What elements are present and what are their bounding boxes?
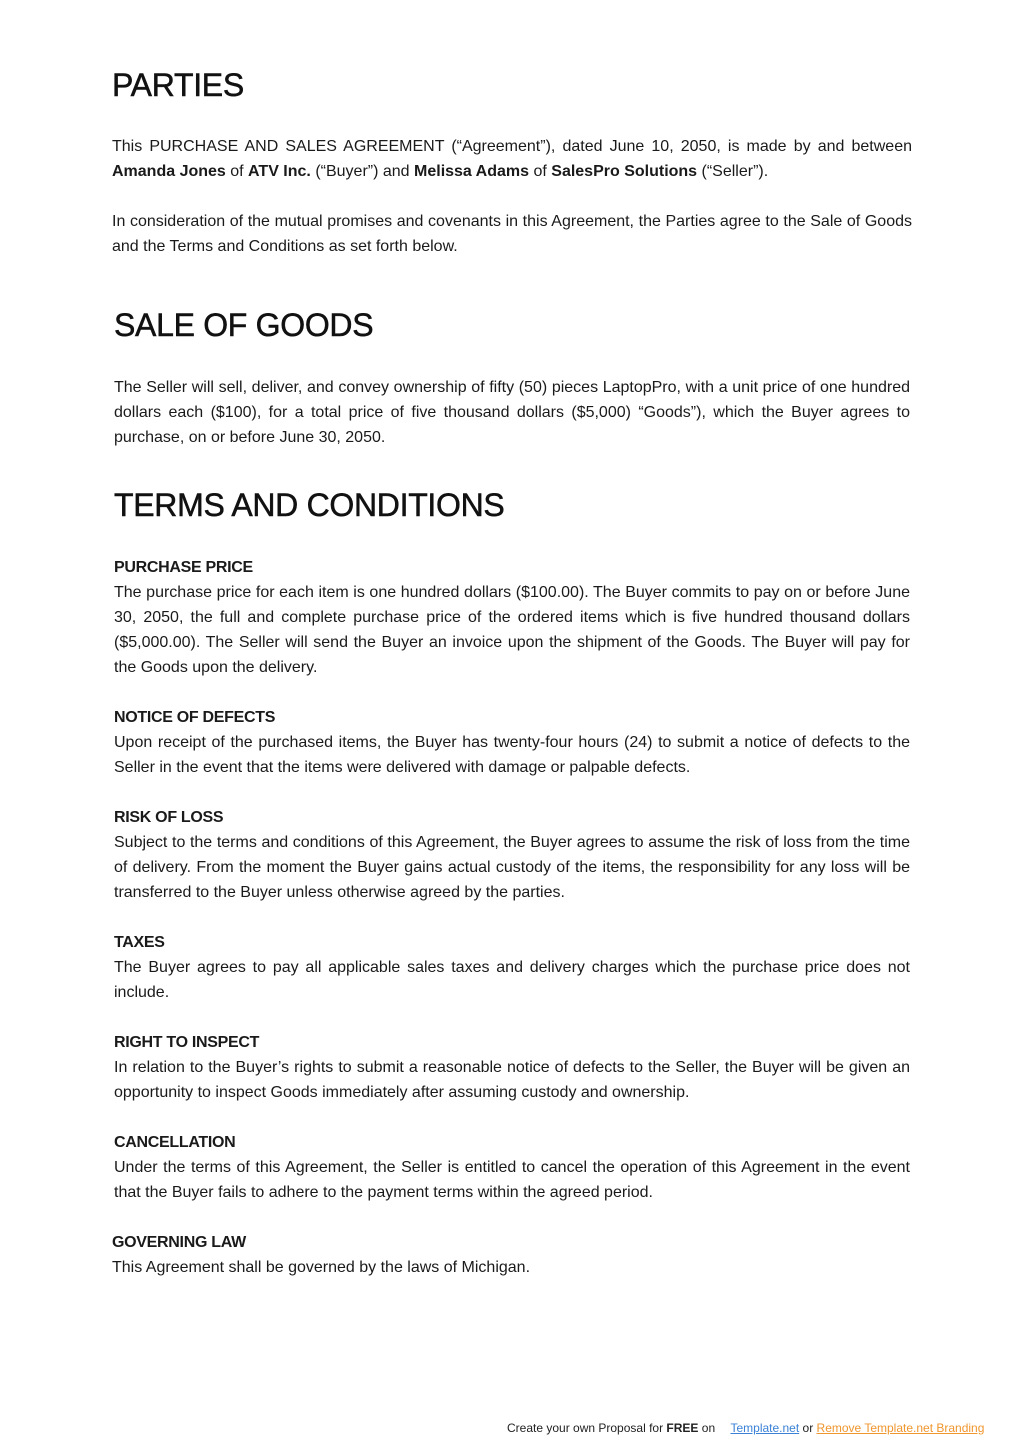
seller-name: Melissa Adams bbox=[414, 163, 530, 180]
term-title: CANCELLATION bbox=[114, 1134, 236, 1151]
term-text: The purchase price for each item is one hundred dollars ($100.00). The Buyer commits to pay on or before June 30, 2050, the full and complete purchase price of the ordered items which is five hundred thousand dollars ($5,000.00). The Seller will send the Buyer an invoice upon the shipment of the Goods. The Buyer will pay for the Goods upon the delivery. bbox=[114, 584, 910, 676]
term-text: Upon receipt of the purchased items, the Buyer has twenty-four hours (24) to submit a notice of defects to the Seller in the event that the items were delivered with damage or palpable defects. bbox=[114, 734, 910, 776]
term-text: In relation to the Buyer’s rights to submit a reasonable notice of defects to the Seller, the Buyer will be given an opportunity to inspect Goods immediately after assuming custody and ownership. bbox=[114, 1059, 910, 1101]
term-title: NOTICE OF DEFECTS bbox=[114, 709, 276, 726]
parties-heading: PARTIES bbox=[112, 67, 244, 103]
footer-text: or bbox=[799, 1421, 817, 1435]
term-cancellation bbox=[114, 1130, 910, 1205]
text: of bbox=[225, 163, 249, 180]
term-title: RIGHT TO INSPECT bbox=[114, 1034, 260, 1051]
terms-section bbox=[114, 486, 910, 1305]
term-governing-law bbox=[112, 1230, 910, 1280]
remove-branding-link[interactable]: Remove Template.net Branding bbox=[816, 1421, 985, 1435]
term-text: This Agreement shall be governed by the laws of Michigan. bbox=[112, 1259, 531, 1276]
term-title: PURCHASE PRICE bbox=[114, 559, 253, 576]
term-title: TAXES bbox=[114, 934, 165, 951]
term-text: Subject to the terms and conditions of this Agreement, the Buyer agrees to assume the risk of loss from the time of delivery. From the moment the Buyer gains actual custody of the items, the responsibility for any loss will be transferred to the Buyer unless otherwise agreed by the parties. bbox=[114, 834, 910, 901]
term-purchase-price bbox=[114, 555, 910, 680]
term-taxes bbox=[114, 930, 910, 1005]
footer-text: on bbox=[698, 1421, 716, 1435]
text: (“Buyer”) and bbox=[310, 163, 415, 180]
text: (“Seller”). bbox=[697, 163, 769, 180]
buyer-name: Amanda Jones bbox=[112, 163, 226, 180]
term-notice-of-defects bbox=[114, 705, 910, 780]
term-title: GOVERNING LAW bbox=[112, 1234, 246, 1251]
footer-branding bbox=[507, 1419, 984, 1437]
text: This PURCHASE AND SALES AGREEMENT (“Agreement”), dated June 10, 2050, is made by and between bbox=[112, 138, 912, 155]
consideration-paragraph: In consideration of the mutual promises and covenants in this Agreement, the Parties agree to the Sale of Goods and the Terms and Conditions as set forth below. bbox=[112, 213, 912, 255]
buyer-company: ATV Inc. bbox=[248, 163, 311, 180]
parties-section bbox=[112, 66, 912, 259]
seller-company: SalesPro Solutions bbox=[551, 163, 698, 180]
terms-heading: TERMS AND CONDITIONS bbox=[114, 487, 505, 523]
term-title: RISK OF LOSS bbox=[114, 809, 224, 826]
term-text: Under the terms of this Agreement, the Seller is entitled to cancel the operation of this Agreement in the event that the Buyer fails to adhere to the payment terms within the agreed period. bbox=[114, 1159, 910, 1201]
term-text: The Buyer agrees to pay all applicable sales taxes and delivery charges which the purchase price does not include. bbox=[114, 959, 910, 1001]
sale-heading: SALE OF GOODS bbox=[114, 307, 374, 343]
term-risk-of-loss bbox=[114, 805, 910, 905]
parties-paragraph bbox=[112, 134, 912, 184]
term-right-to-inspect bbox=[114, 1030, 910, 1105]
sale-paragraph: The Seller will sell, deliver, and convey ownership of fifty (50) pieces LaptopPro, with a unit price of one hundred dollars each ($100), for a total price of five thousand dollars ($5,000) “Goods”), which the Buyer agrees to purchase, on or before June 30, 2050. bbox=[114, 379, 910, 446]
text: of bbox=[529, 163, 552, 180]
sale-section bbox=[114, 306, 910, 450]
template-net-link[interactable]: Template.net bbox=[730, 1421, 800, 1435]
footer-text: Create your own Proposal for bbox=[507, 1421, 667, 1435]
footer-free: FREE bbox=[666, 1421, 699, 1435]
